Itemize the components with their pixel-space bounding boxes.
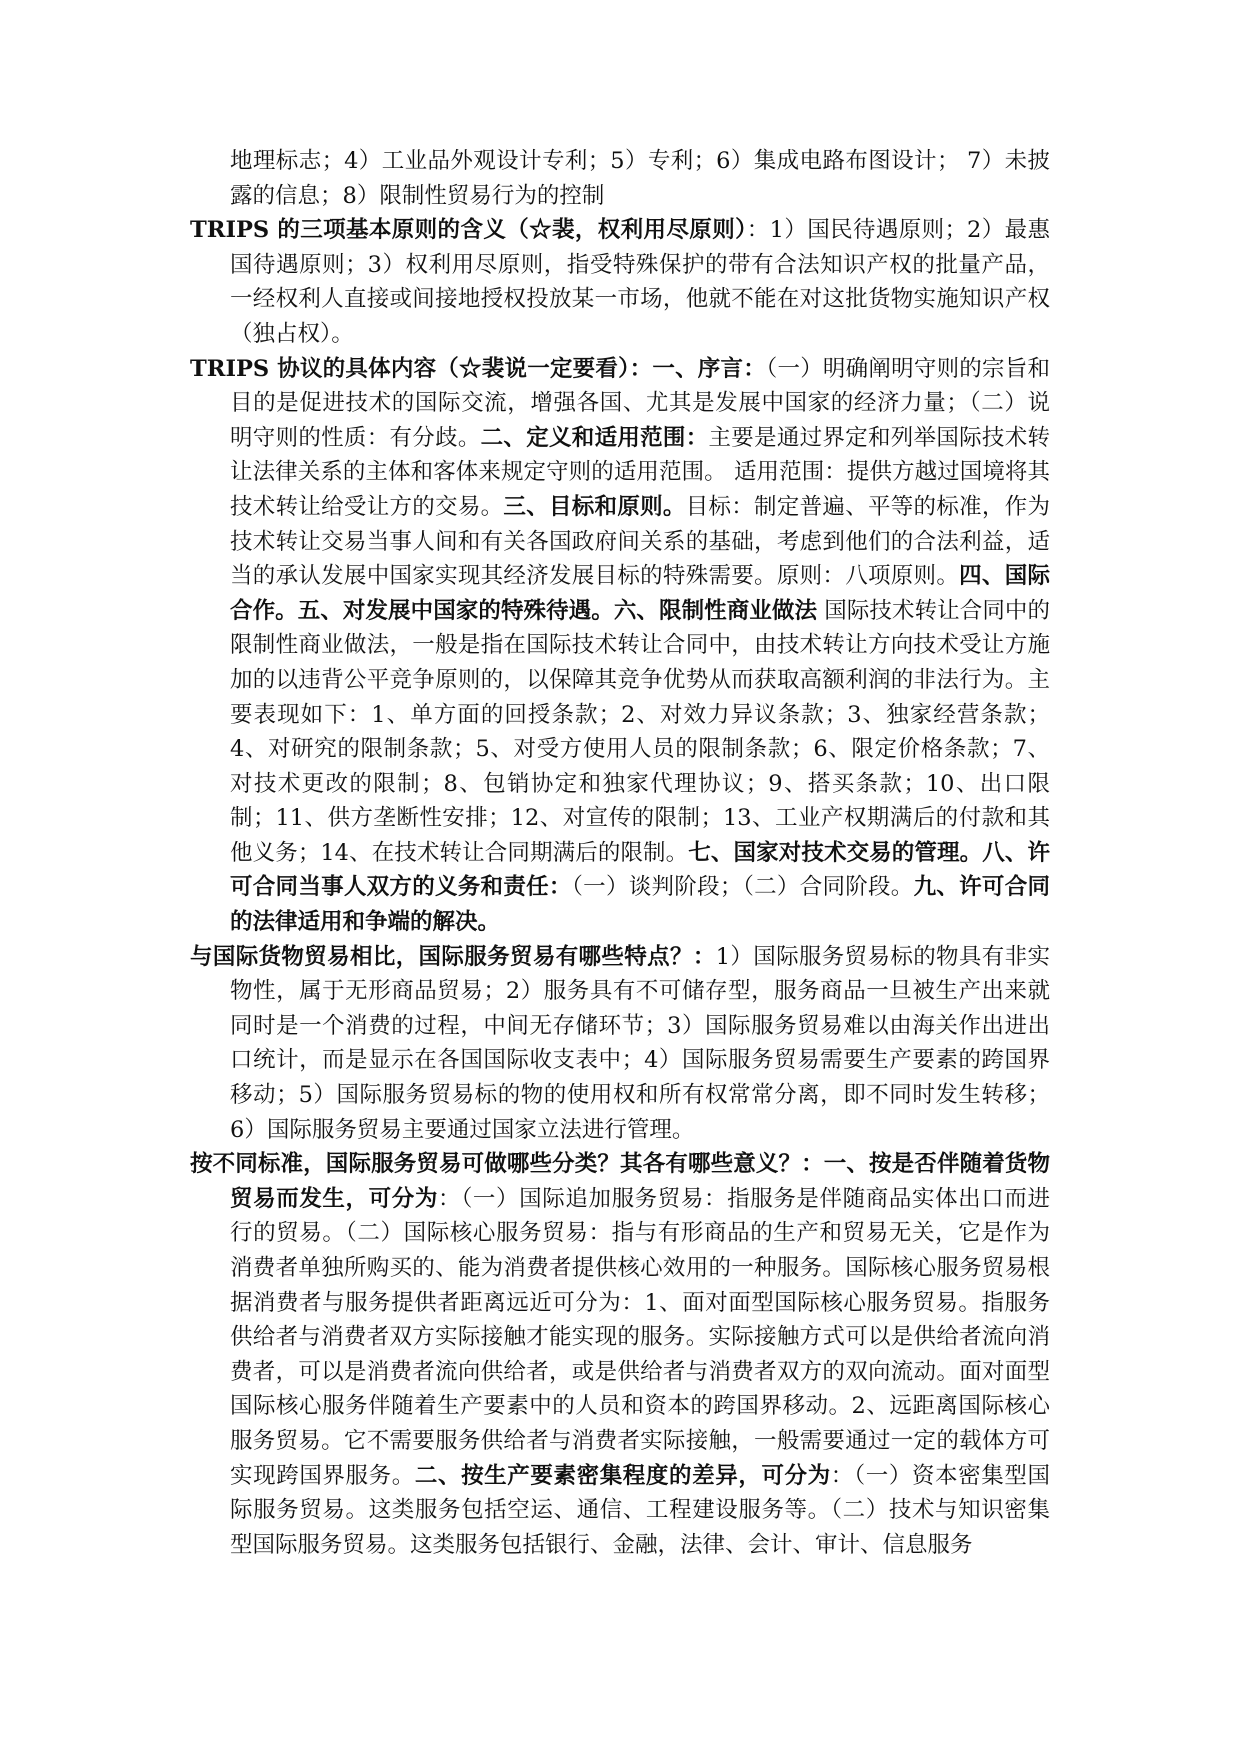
text-run: ：（一）资本密集型国际服务贸易。这类服务包括空运、通信、工程建设服务等。（二）技术与知识密集型国际服务贸易。这类服务包括银行、金融，法律、会计、审计、信息服务 — [230, 1462, 1050, 1558]
question-heading: 与国际货物贸易相比，国际服务贸易有哪些特点？： — [190, 943, 716, 970]
paragraph-trips-principles — [190, 213, 1050, 351]
section-heading: 二、定义和适用范围： — [480, 424, 709, 451]
question-heading: TRIPS 协议的具体内容（☆裴说一定要看）：一、序言： — [190, 355, 766, 382]
text-run: ：1）国民待遇原则；2）最惠国待遇原则；3）权利用尽原则，指受特殊保护的带有合法知识产权的批量产品，一经权利人直接或间接地授权投放某一市场，他就不能在对这批货物实施知识产权（独占权）。 — [230, 217, 1051, 347]
section-heading: 二、按生产要素密集程度的差异，可分为 — [414, 1462, 831, 1489]
text-run: （一）谈判阶段；（二）合同阶段。 — [571, 874, 914, 901]
section-heading: 三、目标和原则。 — [503, 493, 686, 520]
document-page — [190, 144, 1050, 1562]
paragraph-service-trade-features — [190, 940, 1050, 1148]
text-run: 1）国际服务贸易标的物具有非实物性，属于无形商品贸易；2）服务具有不可储存型，服务商品一旦被生产出来就同时是一个消费的过程，中间无存储环节；3）国际服务贸易难以由海关作出进出口统计，而是显示在各国国际收支表中；4）国际服务贸易需要生产要素的跨国界移动；5）国际服务贸易标的物的使用权和所有权常常分离，即不同时发生转移；6）国际服务贸易主要通过国家立法进行管理。 — [230, 943, 1050, 1143]
text-run: （一）明确阐明守则的宗旨和目的是促进技术的国际交流，增强各国、尤其是发展中国家的经济力量；（二）说明守则的性质：有分歧。 — [230, 355, 1050, 451]
section-heading: 四、国际合作。五、对发展中国家的特殊待遇。六、限制性商业做法 — [230, 563, 1050, 624]
question-heading: TRIPS 的三项基本原则的含义（☆裴，权利用尽原则） — [190, 217, 747, 244]
text-run: 目标：制定普遍、平等的标准，作为技术转让交易当事人间和有关各国政府间关系的基础，考虑到他们的合法利益，适当的承认发展中国家实现其经济发展目标的特殊需要。原则：八项原则。 — [230, 493, 1050, 590]
paragraph-ip-categories-continued — [190, 144, 1050, 213]
text-run: 主要是通过界定和列举国际技术转让法律关系的主体和客体来规定守则的适用范围。 适用范围：提供方越过国境将其技术转让给受让方的交易。 — [230, 424, 1050, 520]
text-run: ：（一）国际追加服务贸易：指服务是伴随商品实体出口而进行的贸易。（二）国际核心服务贸易：指与有形商品的生产和贸易无关，它是作为消费者单独所购买的、能为消费者提供核心效用的一种服务。国际核心服务贸易根据消费者与服务提供者距离远近可分为：1、面对面型国际核心服务贸易。指服务供给者与消费者双方实际接触才能实现的服务。实际接触方式可以是供给者流向消费者，可以是消费者流向供给者，或是供给者与消费者双方的双向流动。面对面型国际核心服务伴随着生产要素中的人员和资本的跨国界移动。2、远距离国际核心服务贸易。它不需要服务供给者与消费者实际接触，一般需要通过一定的载体方可实现跨国界服务。 — [230, 1185, 1050, 1489]
paragraph-trips-content — [190, 352, 1050, 940]
section-heading: 七、国家对技术交易的管理。八、许可合同当事人双方的义务和责任： — [230, 839, 1050, 901]
section-heading: 九、许可合同的法律适用和争端的解决。 — [230, 874, 1050, 936]
paragraph-service-trade-classification — [190, 1147, 1050, 1562]
text-run: 国际技术转让合同中的限制性商业做法，一般是指在国际技术转让合同中，由技术转让方向技术受让方施加的以违背公平竞争原则的，以保障其竞争优势从而获取高额利润的非法行为。主要表现如下：1、单方面的回授条款；2、对效力异议条款；3、独家经营条款；4、对研究的限制条款；5、对受方使用人员的限制条款；6、限定价格条款；7、对技术更改的限制；8、包销协定和独家代理协议；9、搭买条款；10、出口限制；11、供方垄断性安排；12、对宣传的限制；13、工业产权期满后的付款和其他义务；14、在技术转让合同期满后的限制。 — [230, 597, 1050, 866]
text-run: 地理标志；4）工业品外观设计专利；5）专利；6）集成电路布图设计； 7）未披露的信息；8）限制性贸易行为的控制 — [230, 148, 1050, 209]
question-heading: 按不同标准，国际服务贸易可做哪些分类？其各有哪些意义？：一、按是否伴随着货物贸易而发生，可分为 — [190, 1151, 1050, 1212]
